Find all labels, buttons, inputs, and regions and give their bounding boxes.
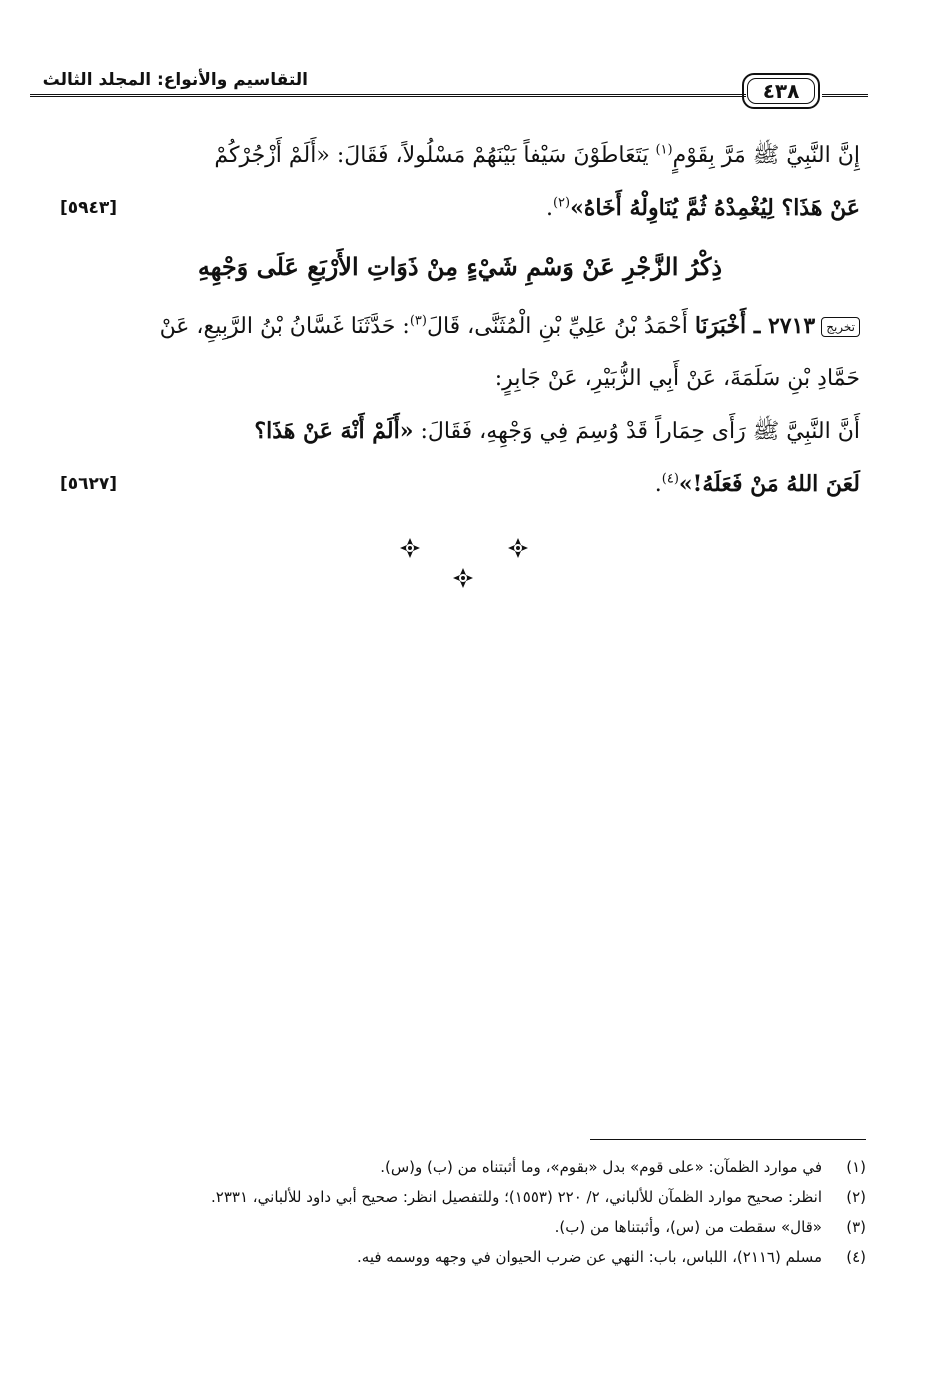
footnote	[60, 1242, 866, 1272]
isnad-text: أَحْمَدُ بْنُ عَلِيِّ بْنِ الْمُثَنَّى، قَالَ	[426, 314, 695, 339]
page-header	[30, 68, 868, 112]
hadith-2-line-2	[60, 353, 860, 405]
hadith-reference: [٥٦٢٧]	[60, 474, 118, 494]
footnote	[60, 1212, 866, 1242]
matn-text: أَنَّ النَّبِيَّ ﷺ رَأَى حِمَاراً قَدْ وُسِمَ فِي وَجْهِهِ، فَقَالَ:	[413, 419, 860, 444]
page-number: ٤٣٨	[762, 79, 800, 103]
ornament-icon	[453, 568, 473, 588]
section-heading: ذِكْرُ الزَّجْرِ عَنْ وَسْمِ شَيْءٍ مِنْ ذَوَاتِ الأَرْبَعِ عَلَى وَجْهِهِ	[197, 252, 723, 281]
matn-text: .	[654, 472, 662, 497]
hadith-2-line-1	[60, 300, 860, 353]
isnad-text: حَمَّادِ بْنِ سَلَمَةَ، عَنْ أَبِي الزُّبَيْرِ، عَنْ جَابِرٍ:	[494, 366, 860, 391]
matn-quote: لَعَنَ اللهُ مَنْ فَعَلَهُ!»	[678, 471, 860, 497]
footnote-number: (١)	[846, 1158, 866, 1176]
footnote-marker: (٣)	[409, 313, 427, 329]
footnote-number: (٢)	[846, 1188, 866, 1206]
ornament-icon	[508, 538, 528, 558]
footnote-text: مسلم (٢١١٦)، اللباس، باب: النهي عن ضرب الحيوان في وجهه ووسمه فيه.	[357, 1248, 822, 1266]
hadith-1-quote: عَنْ هَذَا؟ لِيُغْمِدْهُ ثُمَّ يُنَاوِلْهُ أَخَاهُ»	[570, 195, 860, 221]
footnote-separator	[590, 1139, 866, 1140]
takhrij-badge: تخريج	[821, 317, 860, 337]
header-rule	[30, 94, 746, 97]
footnote-marker: (١)	[655, 142, 673, 158]
hadith-1-line-1	[60, 130, 860, 182]
hadith-2	[60, 300, 860, 511]
footnote-number: (٣)	[846, 1218, 866, 1236]
hadith-2-line-4	[60, 458, 860, 511]
hadith-1	[60, 130, 860, 235]
hadith-1-text: إِنَّ النَّبِيَّ ﷺ مَرَّ بِقَوْمٍ	[672, 143, 860, 168]
header-rule-right	[822, 94, 868, 97]
hadith-number: ٢٧١٣ ـ أَخْبَرَنَا	[694, 313, 816, 339]
footnote-text: انظر: صحيح موارد الظمآن للألباني، ٢/ ٢٢٠ (١٥٥٣)؛ وللتفصيل انظر: صحيح أبي داود للألباني، ٢٣٣١.	[211, 1188, 822, 1206]
matn-quote: «أَلَمْ أَنْهَ عَنْ هَذَا؟	[254, 418, 414, 444]
hadith-1-text: .	[545, 196, 553, 221]
ornament-icon	[400, 538, 420, 558]
footnotes	[60, 1152, 866, 1272]
footnote	[60, 1152, 866, 1182]
footnote-text: «قال» سقطت من (س)، وأثبتناها من (ب).	[554, 1218, 822, 1236]
page-number-frame	[742, 73, 820, 109]
footnote-text: في موارد الظمآن: «على قوم» بدل «بقوم»، وما أثبتناه من (ب) و(س).	[380, 1158, 822, 1176]
running-title: التقاسيم والأنواع: المجلد الثالث	[42, 70, 308, 90]
hadith-1-text: يَتَعَاطَوْنَ سَيْفاً بَيْنَهُمْ مَسْلُولاً، فَقَالَ: «أَلَمْ أَزْجُرْكُمْ	[214, 143, 656, 168]
footnote	[60, 1182, 866, 1212]
footnote-marker: (٢)	[552, 195, 571, 211]
footnote-number: (٤)	[846, 1248, 866, 1266]
hadith-1-line-2	[60, 182, 860, 235]
hadith-2-line-3	[60, 405, 860, 458]
isnad-text: : حَدَّثَنَا غَسَّانُ بْنُ الرَّبِيعِ، عَنْ	[159, 314, 410, 339]
footnote-marker: (٤)	[661, 471, 679, 487]
hadith-reference: [٥٩٤٣]	[60, 198, 118, 218]
